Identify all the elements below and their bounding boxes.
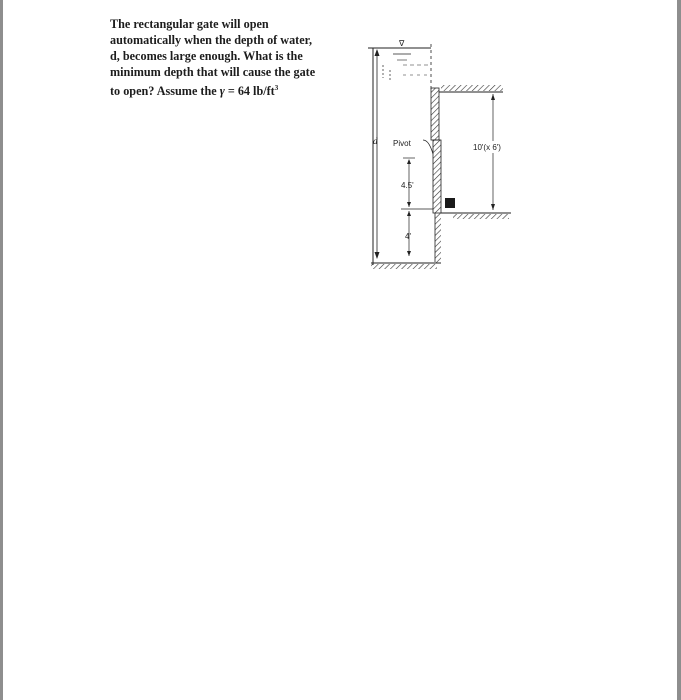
problem-line-2: automatically when the depth of water, [110, 33, 312, 47]
gate-diagram [363, 30, 523, 280]
gate-plate [433, 140, 441, 213]
dim-upper-arrow-bottom [407, 202, 411, 207]
lower-wall-hatch [435, 213, 441, 263]
gate-diagram-svg [363, 30, 523, 280]
depth-label: d [373, 136, 378, 146]
gamma-symbol: γ [219, 84, 225, 99]
pivot-leader [423, 140, 433, 154]
gate-size-label: 10'(x 6') [473, 143, 501, 152]
water-surface-symbol: ∇ [399, 39, 405, 48]
dim-upper-arrow-top [407, 159, 411, 164]
problem-line-5-prefix: to open? Assume the [110, 84, 220, 99]
upper-wall-hatch [431, 88, 439, 140]
bottom-ground-hatch [371, 264, 437, 269]
gate-stop-block [445, 198, 455, 208]
pivot-label: Pivot [393, 139, 411, 148]
dim-upper-label: 4.5' [401, 181, 414, 190]
upper-ground-hatch [441, 85, 503, 91]
document-page [3, 0, 677, 700]
gamma-value: = 64 lb/ft [224, 84, 275, 99]
gamma-exponent: 3 [274, 84, 279, 92]
problem-line-4: minimum depth that will cause the gate [110, 65, 316, 79]
depth-arrow-bottom [375, 252, 380, 259]
depth-arrow-top [375, 49, 380, 56]
problem-line-5 [110, 80, 345, 99]
dim-lower-arrow-bottom [407, 251, 411, 256]
problem-statement [110, 16, 345, 99]
right-page-edge [677, 0, 681, 700]
lower-ground-hatch [453, 214, 509, 219]
dim-lower-label: 4' [405, 232, 411, 241]
problem-line-3: d, becomes large enough. What is the [110, 49, 303, 63]
gate-size-arrow-bottom [491, 204, 495, 210]
gate-size-arrow-top [491, 94, 495, 100]
problem-line-1: The rectangular gate will open [110, 17, 269, 31]
